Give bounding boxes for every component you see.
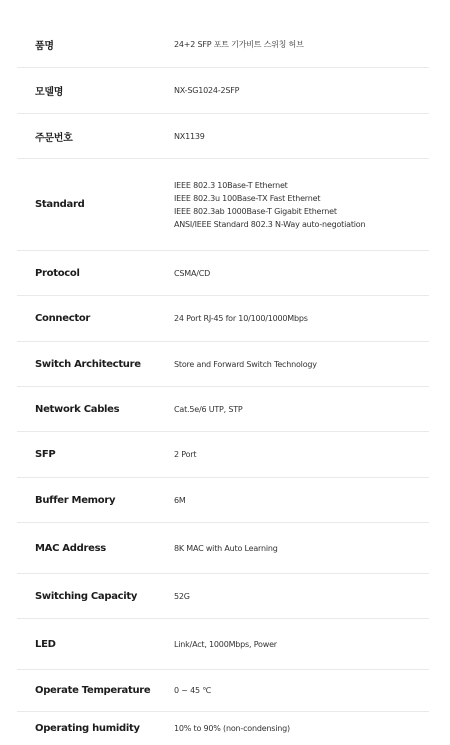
spec-row: [17, 573, 429, 618]
spec-row: [17, 341, 429, 386]
spec-value-line: Cat.5e/6 UTP, STP: [174, 404, 243, 414]
spec-value: [174, 494, 186, 507]
spec-row: [17, 250, 429, 295]
spec-value: [174, 542, 278, 555]
spec-row: [17, 386, 429, 431]
spec-value: [174, 638, 277, 651]
spec-value-line: 2 Port: [174, 450, 197, 459]
spec-value-line: Store and Forward Switch Technology: [174, 359, 317, 369]
spec-value-line: 6M: [174, 495, 186, 505]
spec-label: 주문번호: [35, 132, 73, 144]
spec-value: [174, 448, 196, 461]
spec-value-line: IEEE 802.3 10Base-T Ethernet: [174, 180, 288, 190]
spec-value-line: CSMA/CD: [174, 268, 211, 278]
spec-label: Standard: [35, 199, 85, 210]
spec-value: [174, 267, 210, 280]
spec-value: [174, 358, 317, 371]
spec-label: Buffer Memory: [35, 494, 116, 506]
spec-value-line: ANSI/IEEE Standard 802.3 N-Way auto-negotiation: [174, 219, 366, 229]
spec-value-line: NX-SG1024-2SFP: [174, 86, 240, 95]
spec-label: MAC Address: [35, 542, 106, 554]
spec-row: [17, 618, 429, 669]
spec-label: 모델명: [35, 87, 64, 98]
spec-label: 품명: [35, 41, 54, 52]
spec-value: [174, 84, 239, 97]
spec-row: [17, 113, 429, 158]
spec-value-line: IEEE 802.3ab 1000Base-T Gigabit Ethernet: [174, 206, 337, 216]
spec-label: Network Cables: [35, 403, 120, 415]
spec-row: [17, 22, 429, 67]
spec-value: [174, 722, 290, 735]
spec-row: [17, 295, 429, 341]
spec-value-line: NX1139: [174, 131, 205, 141]
spec-row: [17, 158, 429, 250]
spec-value-line: 10% to 90% (non-condensing): [174, 724, 290, 733]
spec-value-line: Link/Act, 1000Mbps, Power: [174, 639, 277, 649]
spec-value-line: 8K MAC with Auto Learning: [174, 543, 278, 553]
spec-label: Switching Capacity: [35, 590, 138, 602]
spec-value: [174, 179, 365, 231]
spec-row: [17, 477, 429, 522]
spec-value-line: 24+2 SFP 포트 기가비트 스위칭 허브: [174, 40, 304, 49]
spec-row: [17, 67, 429, 113]
spec-value: [174, 130, 205, 143]
spec-value: [174, 590, 190, 603]
spec-value: [174, 684, 211, 697]
spec-row: [17, 669, 429, 711]
spec-row: [17, 522, 429, 573]
spec-value-line: IEEE 802.3u 100Base-TX Fast Ethernet: [174, 193, 321, 203]
spec-row: [17, 711, 429, 745]
spec-label: Switch Architecture: [35, 358, 141, 370]
spec-value-line: 0 ~ 45 ℃: [174, 686, 211, 695]
spec-label: LED: [35, 638, 56, 650]
spec-value-line: 24 Port RJ-45 for 10/100/1000Mbps: [174, 314, 308, 323]
spec-label: Protocol: [35, 267, 80, 279]
spec-label: Connector: [35, 313, 91, 324]
spec-value: [174, 38, 304, 51]
spec-label: Operate Temperature: [35, 685, 151, 696]
spec-value-line: 52G: [174, 591, 190, 601]
spec-value: [174, 312, 308, 325]
spec-label: SFP: [35, 449, 56, 460]
spec-value: [174, 403, 243, 416]
spec-row: [17, 431, 429, 477]
spec-label: Operating humidity: [35, 723, 140, 734]
